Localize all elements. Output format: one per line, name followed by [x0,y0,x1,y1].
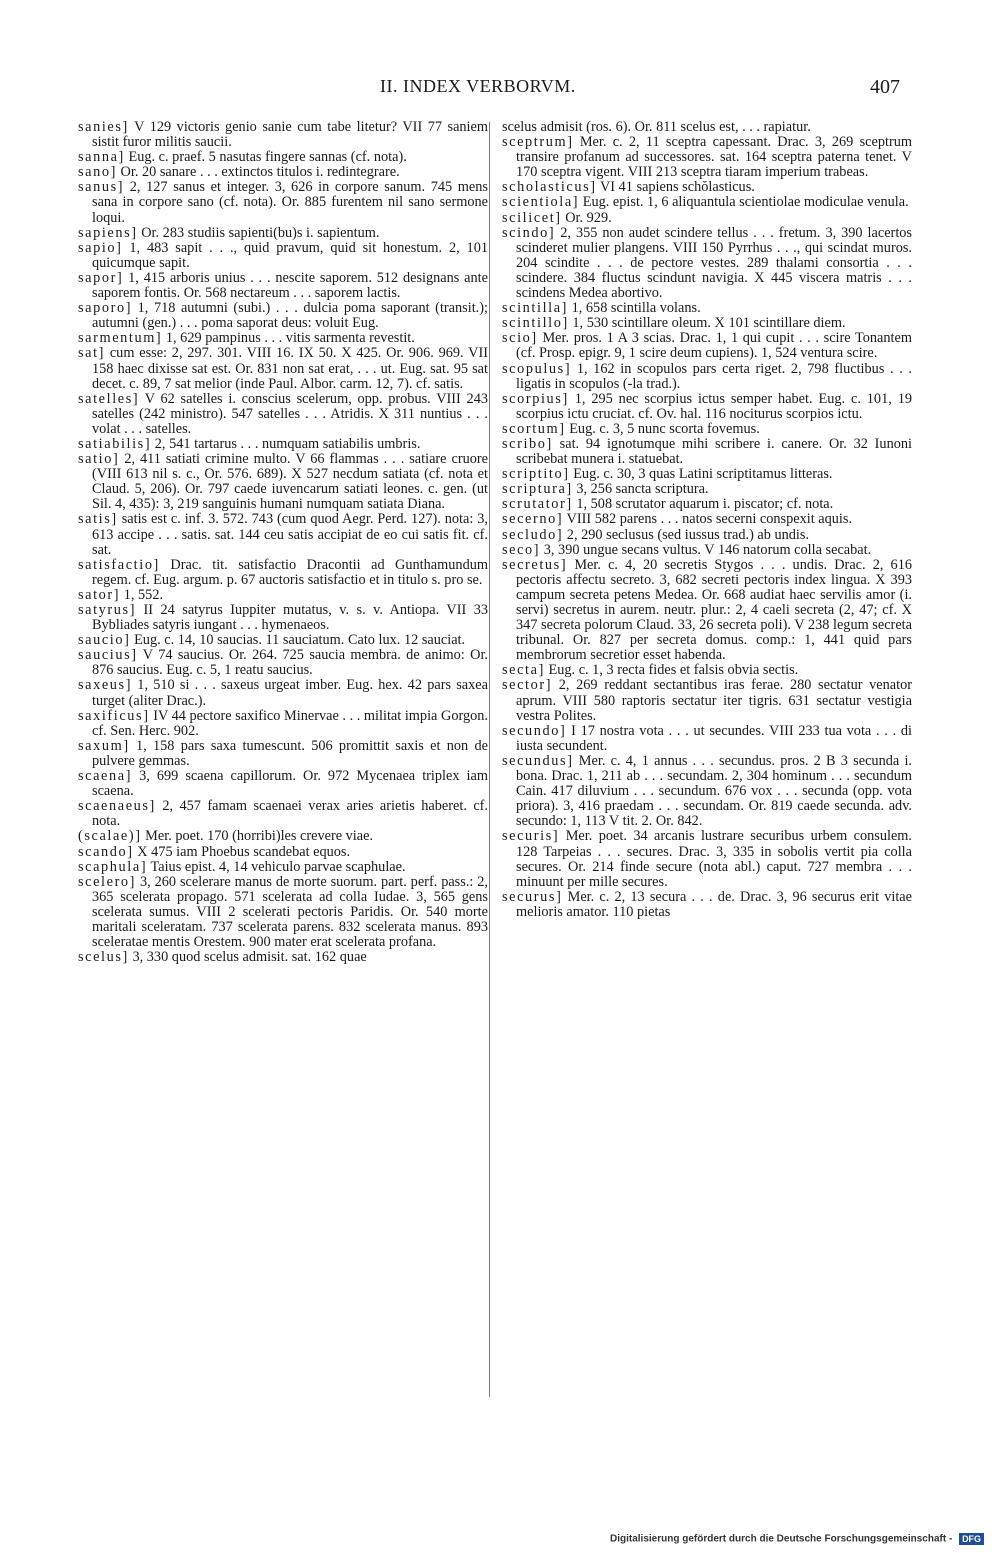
headword: scio] [502,330,538,347]
headword: scribo] [502,435,553,452]
headword: sceptrum] [502,134,574,151]
headword: secundus] [502,752,574,769]
index-entry [78,437,488,452]
headword: satio] [78,451,120,468]
digitization-credit [610,1533,984,1545]
index-entry [78,875,488,950]
index-entry [78,588,488,603]
entry-text: IV 44 pectore saxifico Minervae . . . militat impia Gorgon. cf. Sen. Herc. 902. [92,707,488,739]
headword: sanies] [78,119,129,135]
headword: sarmentum] [78,330,163,347]
entry-text: Drac. tit. satisfactio Dracontii ad Gunthamundum regem. cf. Eug. argum. p. 67 auctoris satisfactio et in titulo s. pro se. [92,556,488,588]
headword: scorpius] [502,390,569,407]
headword: scholasticus] [502,179,597,196]
index-entry [78,860,488,875]
entry-text: 1, 510 si . . . saxeus urgeat imber. Eug. hex. 42 pars saxea turget (aliter Drac.). [92,677,488,709]
index-entry [78,845,488,860]
index-entry [78,331,488,346]
headword: sanus] [78,179,125,196]
entry-text: Mer. c. 2, 13 secura . . . de. Drac. 3, 96 securus erit vitae melioris amator. 110 pietas [516,888,912,920]
headword: scelus] [78,949,129,966]
headword: sapiens] [78,224,138,241]
index-entry [502,135,912,180]
headword: scilicet] [502,209,562,226]
entry-text: Eug. c. praef. 5 nasutas fingere sannas (cf. nota). [124,149,407,166]
entry-text: 1, 552. [120,586,164,603]
page-number: 407 [870,76,900,98]
headword: secundo] [502,722,567,739]
index-entry [78,226,488,241]
index-entry [502,512,912,527]
entry-text: 2, 411 satiati crimine multo. V 66 flammas . . . satiare cruore (VIII 613 nil s. c., Or. 576. 689). X 527 necdum satiata (cf. nota et Claud. 5, 206). Or. 797 caede iuvencarum satiati leones. c. gen. (ut Sil. 4, 435): 3, 219 sanguinis humani numquam satiata Diana. [92,451,488,513]
entry-text: 1, 629 pampinus . . . vitis sarmenta revestit. [162,330,415,347]
entry-text: 2, 355 non audet scindere tellus . . . fretum. 3, 390 lacertos scinderet mulier plangens. VIII 150 Pyrrhus . . ., qui scindat muros. 204 scindite . . . de pectore vestes. 289 thalami consortia . . . scindere. 384 fluctus scindunt navigia. X 445 viscera matris . . . scindens Medea abortivo. [516,224,912,302]
index-entry [502,829,912,889]
headword: sanna] [78,149,125,166]
entry-text: 1, 295 nec scorpius ictus semper habet. Eug. c. 101, 19 scorpius ictu cruciat. cf. Ov. hal. 116 nociturus scorpios ictu. [516,390,912,422]
entry-text: Eug. epist. 1, 6 aliquantula scientiolae modiculae venula. [579,194,909,211]
index-entry [78,678,488,708]
index-entry [78,120,488,150]
index-entry [502,890,912,920]
entry-text: satis est c. inf. 3. 572. 743 (cum quod Aegr. Perd. 127). nota: 3, 613 accipe . . . satis. sat. 144 ceu satis accipiat de eo cui satis fit. cf. sat. [92,511,488,558]
headword: scintillo] [502,315,569,332]
index-entry [502,437,912,467]
entry-text: 3, 390 ungue secans vultus. V 146 natorum colla secabat. [540,541,872,558]
headword: scriptura] [502,481,573,498]
entry-text: I 17 nostra vota . . . ut secundes. VIII 233 tua vota . . . di iusta secundent. [516,722,912,754]
index-entry [78,829,488,844]
headword: satis] [78,511,118,528]
headword: sator] [78,586,121,603]
right-column [502,120,912,920]
headword: satyrus] [78,602,137,618]
entry-text: Eug. c. 3, 5 nunc scorta fovemus. [565,420,760,437]
entry-text: Mer. c. 2, 11 sceptra capessant. Drac. 3, 269 sceptrum transire profanum ad successores. sat. 164 sceptra paterna tenet. V 170 sceptra vigent. VIII 213 sceptra tiaram imperium trabeas. [516,134,912,181]
headword: scopulus] [502,360,572,377]
entry-text: Mer. poet. 34 arcanis lustrare securibus urbem consulem. 128 Tarpeias . . . secures. Drac. 3, 335 in sobolis vertit pia colla secures. Or. 214 finde secure (nota abl.) caput. 727 membra . . . minuunt per mille secures. [516,828,912,890]
index-entry [78,558,488,588]
headword: satelles] [78,390,140,407]
headword: scaphula] [78,858,148,875]
entry-text: 2, 127 sanus et integer. 3, 626 in corpore sanum. 745 mens sana in corpore sano (cf. nota). Or. 885 furentem nil sano sermone loqui. [92,179,488,226]
headword: securus] [502,888,563,905]
headword: secta] [502,662,545,679]
headword: scortum] [502,420,566,437]
entry-text: scelus admisit (ros. 6). Or. 811 scelus est, . . . rapiatur. [502,119,811,135]
headword: saucio] [78,632,131,649]
column-divider [489,122,490,1397]
headword: scelero] [78,873,137,890]
entry-text: 1, 718 autumni (subi.) . . . dulcia poma saporant (transit.); autumni (gen.) . . . poma saporat deus: voluit Eug. [92,300,488,332]
index-entry [78,709,488,739]
entry-text: Or. 929. [561,209,612,226]
index-entry [502,497,912,512]
index-entry [78,603,488,633]
index-entry [502,120,912,135]
entry-text: 2, 290 seclusus (sed iussus trad.) ab undis. [563,526,810,543]
index-entry [78,241,488,271]
index-entry [502,180,912,195]
headword: scientiola] [502,194,580,211]
headword: sano] [78,164,117,181]
index-entry [502,226,912,301]
headword: sapio] [78,239,123,256]
index-entry [78,633,488,648]
index-entry [78,769,488,799]
entry-text: Eug. c. 14, 10 saucias. 11 sauciatum. Cato lux. 12 sauciat. [130,632,466,649]
index-entry [502,316,912,331]
running-title: II. INDEX VERBORVM. [380,76,576,96]
entry-text: 3, 699 scaena capillorum. Or. 972 Mycenaea triplex iam scaena. [92,768,488,800]
entry-text: Or. 283 studiis sapienti(bu)s i. sapientum. [137,224,380,241]
entry-text: cum esse: 2, 297. 301. VIII 16. IX 50. X 425. Or. 906. 969. VII 158 haec dixisse sat est. Or. 831 non sat erat, . . . ut. Eug. sat. 95 sat decet. c. 89, 7 sat melior (inde Paul. Albor. carm. 12, 7). cf. satis. [92,345,488,392]
entry-text: 2, 541 tartarus . . . numquam satiabilis umbris. [151,435,421,452]
headword: (scalae)] [78,828,142,845]
headword: scrutator] [502,496,573,513]
headword: seco] [502,541,541,558]
index-entry [78,799,488,829]
entry-text: 3, 330 quod scelus admisit. sat. 162 quae [128,949,367,966]
headword: scando] [78,843,134,860]
entry-text: VIII 582 parens . . . natos secerni conspexit aquis. [563,511,853,528]
entry-text: 1, 658 scintilla volans. [568,300,701,317]
entry-text: Taius epist. 4, 14 vehiculo parvae scaphulae. [147,858,406,875]
index-entry [502,724,912,754]
index-entry [502,422,912,437]
headword: satisfactio] [78,556,160,573]
headword: scintilla] [502,300,569,317]
headword: saucius] [78,647,138,664]
headword: secerno] [502,511,564,528]
entry-text: 1, 415 arboris unius . . . nescite saporem. 512 designans ante saporem fontis. Or. 568 nectareum . . . saporem lactis. [92,269,488,302]
entry-text: Mer. pros. 1 A 3 scias. Drac. 1, 1 qui cupit . . . scire Tonantem (cf. Prosp. epigr. 9, 1 scire deum cupiens). 1, 524 ventura scire. [516,330,912,362]
index-entry [502,331,912,361]
index-entry [78,180,488,225]
index-entry [502,301,912,316]
entry-text: Mer. poet. 170 (horribi)les crevere viae. [141,828,374,845]
index-entry [78,346,488,391]
index-entry [502,663,912,678]
index-entry [502,754,912,829]
entry-text: Mer. c. 4, 20 secretis Stygos . . . undis. Drac. 2, 616 pectoris affectu secreto. 3, 682 secreti pectoris index lingua. X 393 campum secreta petens Medea. Or. 668 audiat haec servilis amor (i. servi) secretus in aurem. neutr. plur.: 2, 4 caeli secreta (2, 47; cf. X 347 secreta polorum Claud. 33, 26 secreta poli). V 238 legum secreta tribunal. Or. 827 per secreta domus. comp.: 1, 441 quid pars membrorum secretior esset habenda. [516,556,912,664]
headword: scindo] [502,224,556,241]
index-entry [78,165,488,180]
headword: scaenaeus] [78,798,156,815]
headword: saxeus] [78,677,133,694]
entry-text: 1, 508 scrutator aquarum i. piscator; cf. nota. [572,496,834,513]
headword: sat] [78,345,106,362]
index-entry [502,528,912,543]
index-entry [502,558,912,664]
index-entry [502,678,912,723]
entry-text: 2, 457 famam scaenaei verax aries arietis haberet. cf. nota. [92,798,488,830]
entry-text: Eug. c. 30, 3 quas Latini scriptitamus litteras. [569,466,833,483]
index-entry [502,543,912,558]
entry-text: V 129 victoris genio sanie cum tabe litetur? VII 77 saniem sistit furor militis saucii. [92,119,488,151]
index-entry [502,482,912,497]
entry-text: 3, 256 sancta scriptura. [572,481,709,498]
entry-text: Eug. c. 1, 3 recta fides et falsis obvia sectis. [544,662,799,679]
index-entry [78,739,488,769]
entry-text: X 475 iam Phoebus scandebat equos. [133,843,351,860]
entry-text: 3, 260 scelerare manus de morte suorum. part. perf. pass.: 2, 365 scelerata propago. 571 scelerata ad colla Iudae. 3, 565 gens scelerata sumus. VIII 2 scelerati pectoris Paridis. Or. 540 morte maritali sceleratam. 737 scelerata parens. 832 scelerata manus. 893 sceleratae mentis Orestem. 900 mater erat scelerata profana. [92,873,488,951]
index-entry [78,950,488,965]
entry-text: 1, 158 pars saxa tumescunt. 506 promittit saxis et non de pulvere gemmas. [92,737,488,769]
headword: securis] [502,828,560,845]
entry-text: 1, 162 in scopulos pars certa riget. 2, 798 fluctibus . . . ligatis in scopulos (-la trad.). [516,360,912,392]
entry-text: 1, 483 sapit . . ., quid pravum, quid sit honestum. 2, 101 quicumque sapit. [92,239,488,271]
index-entry [502,392,912,422]
index-entry [502,467,912,482]
running-header [0,70,1000,110]
index-entry [78,452,488,512]
entry-text: V 62 satelles i. conscius scelerum, opp. probus. VIII 243 satelles (242 ministro). 547 satelles . . . Atridis. X 311 nuntius . . . volat . . . satelles. [92,390,488,437]
headword: saxum] [78,737,130,754]
credit-text: Digitalisierung gefördert durch die Deutsche Forschungsgemeinschaft - [610,1533,953,1545]
headword: satiabilis] [78,435,152,452]
entry-text: V 74 saucius. Or. 264. 725 saucia membra. de animo: Or. 876 saucius. Eug. c. 5, 1 reatu saucius. [92,647,488,679]
index-entry [78,150,488,165]
headword: sapor] [78,269,124,286]
headword: scriptito] [502,466,570,483]
headword: secludo] [502,526,564,543]
entry-text: Or. 20 sanare . . . extinctos titulos i. redintegrare. [116,164,400,181]
entry-text: 1, 530 scintillare oleum. X 101 scintillare diem. [568,315,846,332]
entry-text: II 24 satyrus Iuppiter mutatus, v. s. v. Antiopa. VII 33 Bybliades satyris iungant . . . hymenaeos. [92,602,488,634]
left-column [78,120,488,965]
index-entry [78,392,488,437]
index-entry [78,301,488,331]
headword: saporo] [78,300,133,317]
entry-text: sat. 94 ignotumque mihi scribere i. canere. Or. 32 Iunoni scribebat munera i. statuebat. [516,435,912,468]
entry-text: 2, 269 reddant sectantibus iras ferae. 280 sectatur venator aprum. VIII 580 raptoris sectatur iter tigris. 631 sectatur vestigia vestra Polites. [516,677,912,724]
dfg-logo: DFG [959,1533,984,1545]
index-entry [502,211,912,226]
headword: saxificus] [78,707,150,724]
entry-text: VI 41 sapiens schŏlasticus. [596,179,755,196]
index-entry [502,195,912,210]
index-entry [78,512,488,557]
index-entry [78,271,488,301]
headword: sector] [502,677,553,694]
headword: scaena] [78,768,133,785]
headword: secretus] [502,556,568,573]
entry-text: Mer. c. 4, 1 annus . . . secundus. pros. 2 B 3 secunda i. bona. Drac. 1, 211 ab . . . secundam. 2, 304 hominum . . . secundum Cain. 417 diluvium . . . secundum. 676 vox . . . secunda (opp. vota priora). 3, 416 praedam . . . secundam. Or. 819 caede secunda. adv. secundo: 1, 113 V tit. 2. Or. 842. [516,752,912,830]
index-entry [502,362,912,392]
index-entry [78,648,488,678]
